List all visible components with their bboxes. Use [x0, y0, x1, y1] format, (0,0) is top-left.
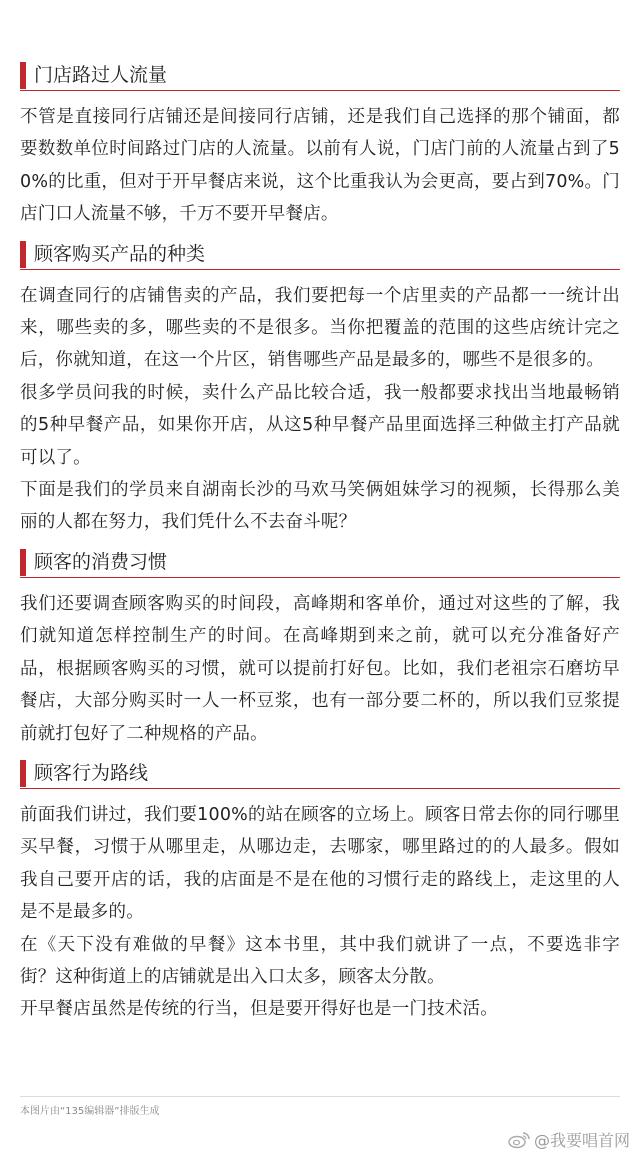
section-consumer-habits — [20, 549, 620, 750]
paragraph: 在调查同行的店铺售卖的产品，我们要把每一个店里卖的产品都一一统计出来，哪些卖的多，哪些卖的不是很多。当你把覆盖的范围的这些店统计完之后，你就知道，在这一个片区，销售哪些产品是最多的，哪些不是很多的。 — [20, 285, 620, 371]
section-heading-text: 顾客购买产品的种类 — [34, 242, 206, 265]
paragraph: 我们还要调查顾客购买的时间段，高峰期和客单价，通过对这些的了解，我们就知道怎样控制生产的时间。在高峰期到来之前，就可以充分准备好产品，根据顾客购买的习惯，就可以提前打好包。比如，我们老祖宗石磨坊早餐店，大部分购买时一人一杯豆浆，也有一部分要二杯的，所以我们豆浆提前就打包好了二种规格的产品。 — [20, 593, 620, 744]
heading-accent-bar — [20, 760, 26, 787]
paragraph: 下面是我们的学员来自湖南长沙的马欢马笑俩姐妹学习的视频，长得那么美丽的人都在努力，我们凭什么不去奋斗呢？ — [20, 480, 620, 533]
heading-accent-bar — [20, 62, 26, 89]
section-heading — [20, 760, 620, 789]
footer-divider — [20, 1096, 620, 1097]
heading-accent-bar — [20, 241, 26, 268]
section-store-traffic — [20, 62, 620, 231]
watermark-text: @我要唱首网 — [533, 1131, 630, 1150]
section-heading — [20, 62, 620, 91]
paragraph: 开早餐店虽然是传统的行当，但是要开得好也是一门技术活。 — [20, 999, 498, 1020]
footer-note: 本图片由“135编辑器”排版生成 — [20, 1106, 160, 1117]
section-heading — [20, 241, 620, 270]
heading-accent-bar — [20, 549, 26, 576]
paragraph: 在《天下没有难做的早餐》这本书里，其中我们就讲了一点，不要选非字街？这种街道上的店铺就是出入口太多，顾客太分散。 — [20, 934, 620, 987]
article-body — [20, 62, 620, 1036]
watermark — [508, 1128, 630, 1151]
section-customer-route — [20, 760, 620, 1026]
paragraph: 前面我们讲过，我们要100%的站在顾客的立场上。顾客日常去你的同行哪里买早餐，习惯于从哪里走，从哪边走，去哪家，哪里路过的的人最多。假如我自己要开店的话，我的店面是不是在他的习惯行走的路线上，走这里的人是不是最多的。 — [20, 804, 620, 923]
section-heading-text: 顾客的消费习惯 — [34, 550, 168, 573]
paragraph: 不管是直接同行店铺还是间接同行店铺，还是我们自己选择的那个铺面，都要数数单位时间路过门店的人流量。以前有人说，门店门前的人流量占到了50%的比重，但对于开早餐店来说，这个比重我认为会更高，要占到70%。门店门口人流量不够，千万不要开早餐店。 — [20, 107, 620, 225]
section-heading-text: 门店路过人流量 — [34, 64, 168, 86]
paragraph: 很多学员问我的时候，卖什么产品比较合适，我一般都要求找出当地最畅销的5种早餐产品，如果你开店，从这5种早餐产品里面选择三种做主打产品就可以了。 — [20, 382, 620, 468]
section-heading — [20, 549, 620, 578]
section-product-types — [20, 241, 620, 539]
section-heading-text: 顾客行为路线 — [34, 761, 149, 784]
weibo-icon — [508, 1131, 530, 1149]
